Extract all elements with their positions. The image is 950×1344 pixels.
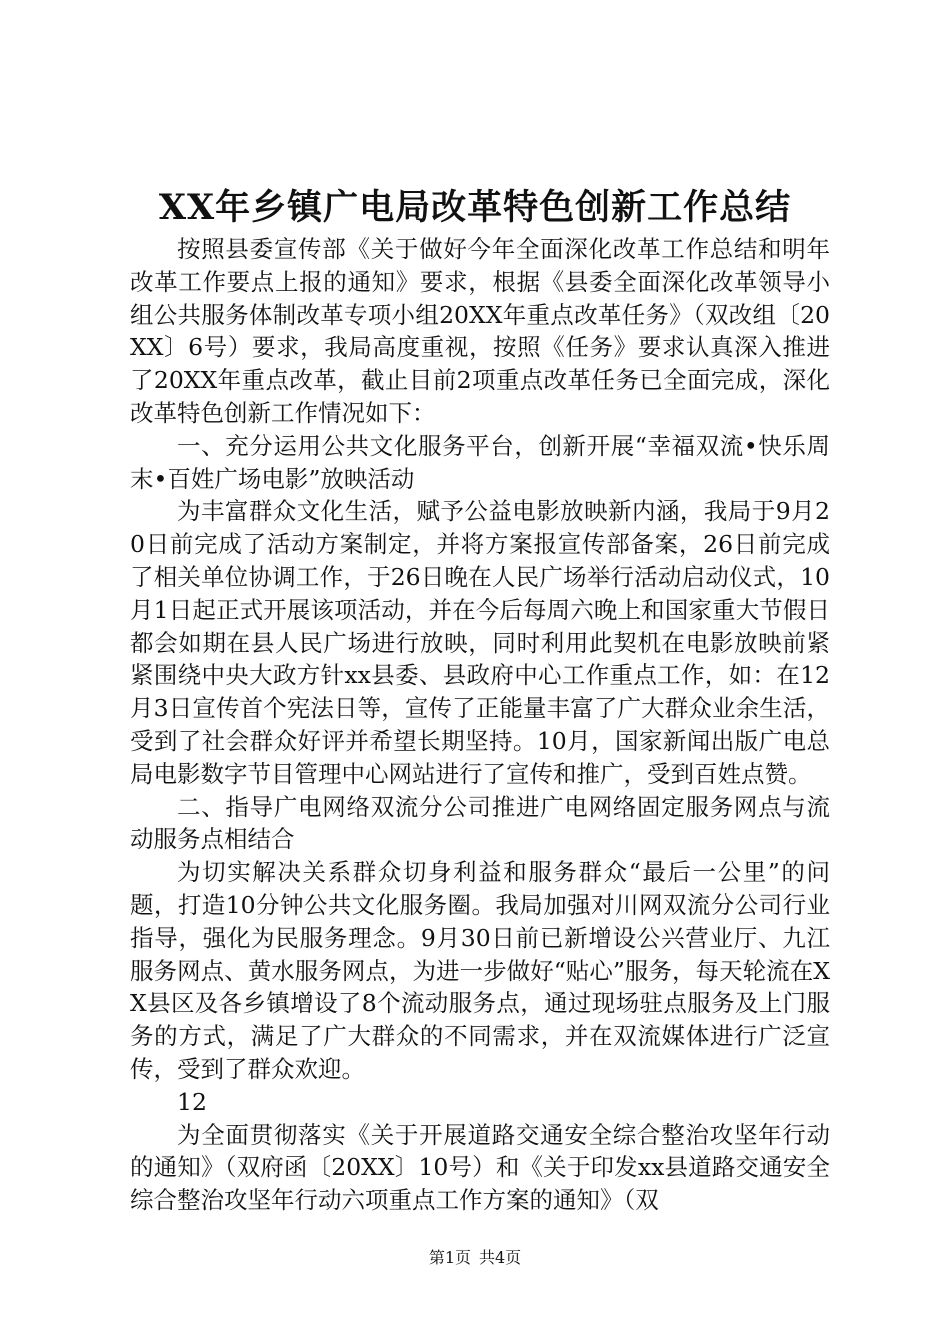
page-number: 第1页 [428,1248,471,1267]
page-marker: 12 [177,1087,207,1116]
document-body [130,233,830,1217]
paragraph-section-3: 为全面贯彻落实《关于开展道路交通安全综合整治攻坚年行动的通知》（双府函〔20XX〕10号）和《关于印发xx县道路交通安全综合整治攻坚年行动六项重点工作方案的通知》（双 [130,1120,830,1215]
document-title: XX年乡镇广电局改革特色创新工作总结 [158,187,792,228]
paragraph-intro: 按照县委宣传部《关于做好今年全面深化改革工作总结和明年改革工作要点上报的通知》要求，根据《县委全面深化改革领导小组公共服务体制改革专项小组20XX年重点改革任务》（双改组〔20XX〕6号）要求，我局高度重视，按照《任务》要求认真深入推进了20XX年重点改革，截止目前2项重点改革任务已全面完成，深化改革特色创新工作情况如下： [130,235,830,427]
page-footer [0,1247,950,1269]
section-heading-2: 二、指导广电网络双流分公司推进广电网络固定服务网点与流动服务点相结合 [130,792,830,854]
paragraph-section-1: 为丰富群众文化生活，赋予公益电影放映新内涵，我局于9月20日前完成了活动方案制定，并将方案报宣传部备案，26日前完成了相关单位协调工作，于26日晚在人民广场举行活动启动仪式，10月1日起正式开展该项活动，并在今后每周六晚上和国家重大节假日都会如期在县人民广场进行放映，同时利用此契机在电影放映前紧紧围绕中央大政方针xx县委、县政府中心工作重点工作，如：在12月3日宣传首个宪法日等，宣传了正能量丰富了广大群众业余生活，受到了社会群众好评并希望长期坚持。10月，国家新闻出版广电总局电影数字节目管理中心网站进行了宣传和推广，受到百姓点赞。 [130,497,830,788]
section-heading-1: 一、充分运用公共文化服务平台，创新开展“幸福双流•快乐周末•百姓广场电影”放映活动 [130,431,830,493]
page-total: 共4页 [479,1248,522,1267]
paragraph-section-2: 为切实解决关系群众切身利益和服务群众“最后一公里”的问题，打造10分钟公共文化服务圈。我局加强对川网双流分公司行业指导，强化为民服务理念。9月30日前已新增设公兴营业厅、九江服务网点、黄水服务网点，为进一步做好“贴心”服务，每天轮流在XX县区及各乡镇增设了8个流动服务点，通过现场驻点服务及上门服务的方式，满足了广大群众的不同需求，并在双流媒体进行广泛宣传，受到了群众欢迎。 [130,858,830,1083]
